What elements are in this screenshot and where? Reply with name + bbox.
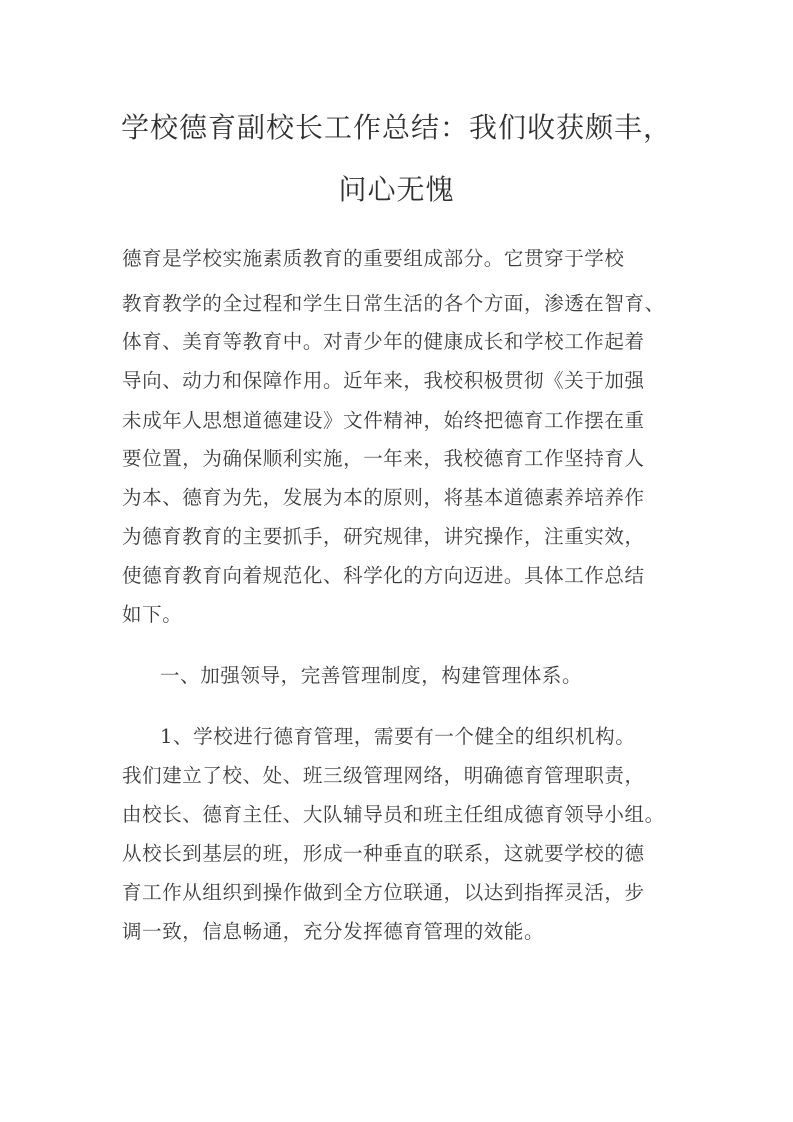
paragraph-1-line: 为德育教育的主要抓手，研究规律，讲究操作，注重实效，: [122, 525, 645, 548]
paragraph-1-line: 教育教学的全过程和学生日常生活的各个方面，渗透在智育、: [122, 292, 665, 315]
paragraph-2-line: 育工作从组织到操作做到全方位联通，以达到指挥灵活，步: [122, 881, 645, 904]
paragraph-1-line: 要位置，为确保顺利实施，一年来，我校德育工作坚持育人: [122, 447, 645, 470]
paragraph-1-line: 使德育教育向着规范化、科学化的方向迈进。具体工作总结: [122, 564, 645, 587]
paragraph-1-line: 德育是学校实施素质教育的重要组成部分。它贯穿于学校: [122, 247, 625, 270]
paragraph-2-line: 我们建立了校、处、班三级管理网络，明确德育管理职责，: [122, 764, 645, 787]
paragraph-1-line: 为本、德育为先，发展为本的原则，将基本道德素养培养作: [122, 486, 645, 509]
paragraph-1-line: 导向、动力和保障作用。近年来，我校积极贯彻《关于加强: [122, 369, 645, 392]
section-heading-1: 一、加强领导，完善管理制度，构建管理体系。: [160, 664, 583, 687]
paragraph-1-line: 体育、美育等教育中。对青少年的健康成长和学校工作起着: [122, 330, 645, 353]
paragraph-2-line: 1、学校进行德育管理，需要有一个健全的组织机构。: [160, 725, 636, 748]
paragraph-2-line: 调一致，信息畅通，充分发挥德育管理的效能。: [122, 920, 545, 943]
title-line-1: 学校德育副校长工作总结：我们收获颇丰，: [120, 111, 672, 144]
title-line-2: 问心无愧: [338, 173, 455, 206]
paragraph-2-line: 从校长到基层的班，形成一种垂直的联系，这就要学校的德: [122, 842, 645, 865]
paragraph-1-line: 如下。: [122, 603, 183, 626]
paragraph-2-line: 由校长、德育主任、大队辅导员和班主任组成德育领导小组。: [122, 803, 665, 826]
paragraph-1-line: 未成年人思想道德建设》文件精神，始终把德育工作摆在重: [122, 409, 645, 432]
